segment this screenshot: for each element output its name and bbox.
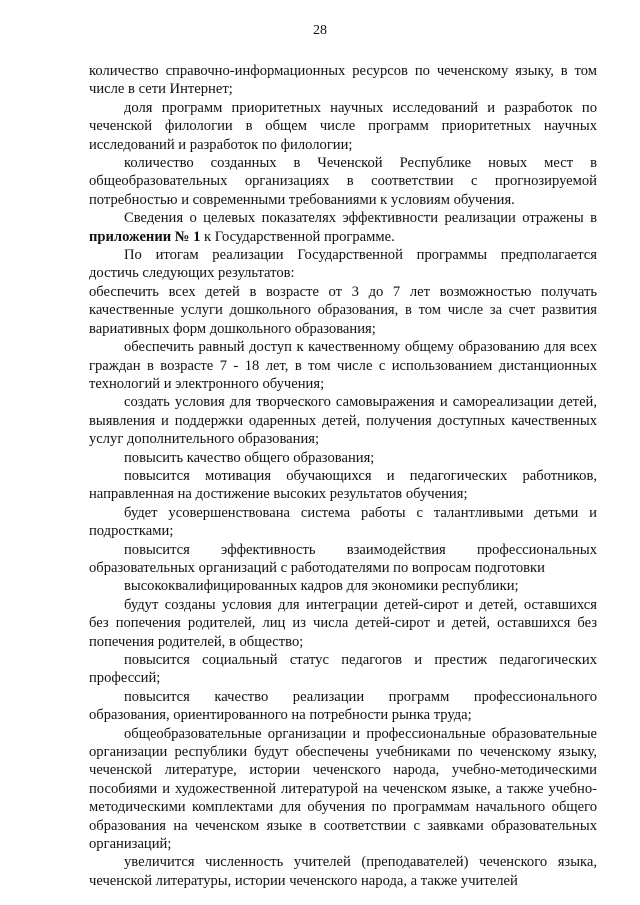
paragraph-text: Сведения о целевых показателях эффективности реализации отражены (124, 210, 584, 227)
paragraph: количество созданных в Чеченской Республике новых мест в общеобразовательных организациях в соответствии с прогнозируемой потребностью и современными требованиями к условиям обучения. (89, 155, 597, 208)
paragraph: общеобразовательные организации и профессиональные образовательные организации республики будут обеспечены учебниками по чеченскому языку, чеченской литературе, истории чеченского народа, учебно-методическими пособиями и художественной литературой на чеченском языке, а также учебно-методическими комплектами для обучения по программам начального общего образования на чеченском языке в соответствии с заявками образовательных организаций; (89, 725, 597, 853)
paragraph: количество справочно-информационных ресурсов по чеченскому языку, в том числе в сети Интернет; (89, 63, 597, 98)
document-body (89, 62, 597, 890)
paragraph: высококвалифицированных кадров для экономики республики; (124, 578, 519, 595)
paragraph: обеспечить равный доступ к качественному общему образованию для всех граждан в возрасте 7 - 18 лет, в том числе с использованием дистанционных технологий и электронного обучения; (89, 339, 597, 392)
paragraph: создать условия для творческого самовыражения и самореализации детей, выявления и поддержки одаренных детей, получения доступных качественных услуг дополнительного образования; (89, 394, 597, 448)
paragraph: повысится качество реализации программ профессионального образования, ориентированного на потребности рынка труда; (89, 688, 597, 724)
paragraph-with-reference (89, 209, 597, 246)
paragraph: будет усовершенствована система работы с талантливыми детьми и подростками; (89, 504, 597, 540)
paragraph: повысится мотивация обучающихся и педагогических работников, направленная на достижение высоких результатов обучения; (89, 467, 597, 503)
reference-suffix: к Государственной программе. (200, 228, 395, 245)
paragraph: По итогам реализации Государственной программы предполагается достичь следующих результатов: (89, 247, 597, 282)
paragraph: будут созданы условия для интеграции детей-сирот и детей, оставшихся без попечения родителей, лиц из числа детей-сирот и детей, оставшихся без попечения родителей, в общество; (89, 596, 597, 650)
paragraph: увеличится численность учителей (преподавателей) чеченского языка, чеченской литературы, истории чеченского народа, а также учителей (89, 854, 597, 889)
reference-prefix: в (590, 210, 597, 227)
paragraph: обеспечить всех детей в возрасте от 3 до 7 лет возможностью получать качественные услуги дошкольного образования, в том числе за счет развития вариативных форм дошкольного образования; (89, 283, 597, 337)
paragraph: повысится эффективность взаимодействия профессиональных образовательных организаций с работодателями по вопросам подготовки (89, 541, 597, 576)
paragraph: повысить качество общего образования; (124, 449, 375, 466)
paragraph: повысится социальный статус педагогов и престиж педагогических профессий; (89, 652, 597, 687)
paragraph: доля программ приоритетных научных исследований и разработок по чеченской филологии в общем числе программ приоритетных научных исследований и разработок по филологии; (89, 99, 597, 153)
page-number: 28 (313, 23, 327, 38)
appendix-reference: приложении № 1 (89, 228, 201, 245)
